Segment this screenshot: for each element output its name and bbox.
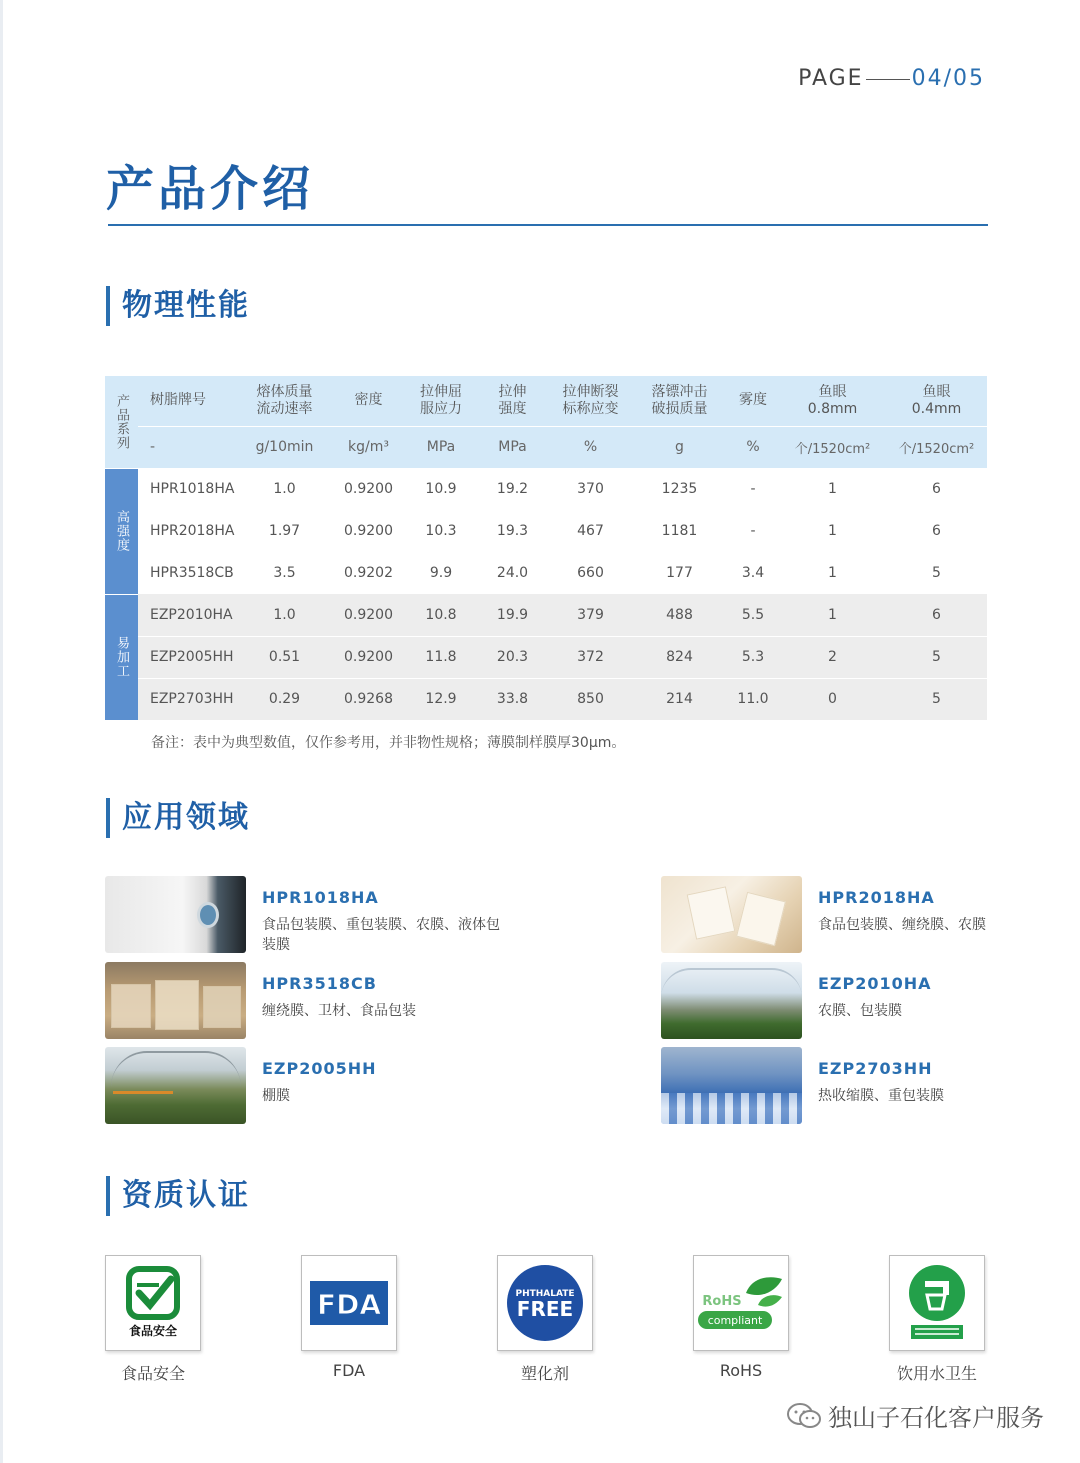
page-number-value: 04/05 [911,66,985,91]
rohs-logo-main: compliant [707,1314,763,1327]
application-desc: 食品包装膜、缠绕膜、农膜 [818,917,986,933]
cell: 19.2 [496,481,529,497]
cell: 1 [828,565,837,581]
cell: 10.8 [406,594,476,636]
cell: 3.5 [273,565,296,581]
rohs-icon [696,1273,786,1333]
cell: 5 [932,565,941,581]
bottled-water-photo [661,1047,802,1124]
cell: - [750,481,756,497]
rohs-logo-top: RoHS [702,1294,742,1309]
cell: 0.9202 [344,565,393,581]
table-row [105,636,987,678]
cell: 6 [886,594,987,636]
fda-icon [310,1281,388,1325]
cell: 10.3 [425,523,457,539]
unit-cell: 个/1520cm² [779,426,886,468]
cell: 5 [886,636,987,678]
cell: 1.97 [268,523,301,539]
unit-cell: - [138,426,238,468]
fda-logo-text: FDA [316,1288,382,1321]
cell: 0 [779,678,886,720]
page-number [798,66,985,91]
cell: 0.29 [238,678,331,720]
cell: 3.4 [741,565,765,581]
footer-brand [786,1398,1044,1436]
unit-cell: % [549,426,632,468]
unit-cell: MPa [406,426,476,468]
cell: 11.8 [406,636,476,678]
food-safety-logo [105,1255,201,1351]
cell: 20.3 [476,636,549,678]
application-desc: 缠绕膜、卫材、食品包装 [262,1003,416,1019]
cell: 5.3 [727,636,779,678]
page-dash [866,79,910,80]
cell: 0.9200 [331,594,406,636]
table-header-row [105,376,987,426]
page-title: 产品介绍 [106,161,315,217]
phthalate-free-logo [497,1255,593,1351]
table-header: 落镖冲击破损质量 [632,376,727,426]
cell: 11.0 [727,678,779,720]
cell: 9.9 [429,565,453,581]
shed-film-photo [105,1047,246,1124]
phthalate-free-icon [505,1263,585,1343]
food-safety-logo-text: 食品安全 [128,1324,178,1338]
cell: 1181 [661,523,698,539]
cell: - [750,523,756,539]
cell: 0.51 [238,636,331,678]
phthalate-logo-main: FREE [516,1297,574,1321]
cell: 2 [779,636,886,678]
cell: 1 [779,594,886,636]
food-package-photo [661,876,802,953]
cell: 0.9200 [344,523,393,539]
table-header: 熔体质量流动速率 [238,376,331,426]
cell: HPR2018HA [150,523,235,539]
cert-label: FDA [332,1361,366,1380]
table-row [105,552,987,594]
cell: 372 [549,636,632,678]
cert-fda [301,1255,401,1380]
cert-food-safety [105,1255,205,1383]
cell: HPR1018HA [150,481,235,497]
table-unit-row [105,426,987,468]
cell: 12.9 [406,678,476,720]
cert-rohs [693,1255,793,1380]
group-label-easy-process: 易加工 [105,594,138,720]
table-header: 鱼眼0.8mm [779,376,886,426]
cell: 24.0 [496,565,529,581]
cell: 379 [549,594,632,636]
table-row [105,594,987,636]
fda-logo [301,1255,397,1351]
application-desc: 热收缩膜、重包装膜 [818,1088,944,1104]
application-desc: 棚膜 [262,1088,290,1104]
application-code: HPR3518CB [262,974,377,993]
application-code: EZP2703HH [818,1059,933,1078]
cert-drinking-water [889,1255,989,1383]
cell: 370 [577,481,604,497]
unit-cell: % [727,426,779,468]
cert-label: 饮用水卫生 [896,1364,977,1383]
cert-label: 食品安全 [120,1364,185,1383]
page-left-edge [0,0,3,1463]
table-row [105,678,987,720]
application-item [661,962,1061,1040]
cell: 1 [828,481,837,497]
cell: 467 [577,523,604,539]
application-code: EZP2005HH [262,1059,377,1078]
unit-cell: 个/1520cm² [886,426,987,468]
drinking-water-icon [897,1261,977,1345]
cell: 10.9 [425,481,457,497]
table-header: 树脂牌号 [138,376,238,426]
cert-label: RoHS [719,1361,763,1380]
cell: 0.9200 [331,636,406,678]
cell: 488 [632,594,727,636]
application-item [105,1047,505,1125]
cell: 850 [549,678,632,720]
cell: EZP2703HH [138,678,238,720]
cell: 177 [666,565,693,581]
application-item [661,876,1061,954]
page-label: PAGE [798,66,864,91]
cell: 1.0 [273,481,296,497]
table-header: 拉伸屈服应力 [406,376,476,426]
section-title-certifications: 资质认证 [106,1176,250,1216]
table-header: 拉伸强度 [476,376,549,426]
physical-properties-table [105,376,987,721]
series-header: 产品系列 [105,376,138,468]
unit-cell: MPa [476,426,549,468]
cell: 1.0 [238,594,331,636]
cell: 33.8 [476,678,549,720]
section-title-applications: 应用领域 [106,798,250,838]
application-desc: 食品包装膜、重包装膜、农膜、液体包装膜 [262,917,500,953]
cert-phthalate-free [497,1255,597,1383]
application-item [105,876,505,954]
table-row [105,468,987,510]
cell: 5 [886,678,987,720]
cell: 660 [577,565,604,581]
cell: 6 [932,523,941,539]
table-header: 鱼眼0.4mm [886,376,987,426]
unit-cell: g [632,426,727,468]
application-code: HPR2018HA [818,888,935,907]
unit-cell: kg/m³ [331,426,406,468]
application-item [661,1047,1061,1125]
cell: HPR3518CB [150,565,234,581]
phthalate-logo-top: PHTHALATE [515,1289,575,1299]
application-desc: 农膜、包装膜 [818,1003,902,1019]
cell: 6 [932,481,941,497]
cell: 0.9200 [344,481,393,497]
table-header: 拉伸断裂标称应变 [549,376,632,426]
title-divider [108,224,988,226]
rohs-logo [693,1255,789,1351]
cell: 0.9268 [331,678,406,720]
cell: 1235 [661,481,698,497]
cell: 1 [828,523,837,539]
footer-text: 独山子石化客户服务 [828,1404,1044,1432]
cell: 824 [632,636,727,678]
cell: 214 [632,678,727,720]
drinking-water-logo [889,1255,985,1351]
cert-label: 塑化剂 [520,1364,569,1383]
section-title-physical: 物理性能 [106,286,250,326]
table-header: 密度 [331,376,406,426]
application-item [105,962,505,1040]
application-code: HPR1018HA [262,888,379,907]
cell: EZP2005HH [138,636,238,678]
group-label-high-strength: 高强度 [105,468,138,594]
film-roll-photo [105,876,246,953]
table-row [105,510,987,552]
unit-cell: g/10min [238,426,331,468]
cell: 19.3 [496,523,529,539]
wrapped-pallets-photo [105,962,246,1039]
application-code: EZP2010HA [818,974,932,993]
cell: EZP2010HA [138,594,238,636]
table-note: 备注：表中为典型数值，仅作参考用，并非物性规格；薄膜制样膜厚30μm。 [151,735,626,751]
table-header: 雾度 [727,376,779,426]
cell: 19.9 [476,594,549,636]
wechat-icon [786,1402,822,1436]
cell: 5.5 [727,594,779,636]
greenhouse-photo [661,962,802,1039]
food-safety-icon [113,1263,193,1343]
